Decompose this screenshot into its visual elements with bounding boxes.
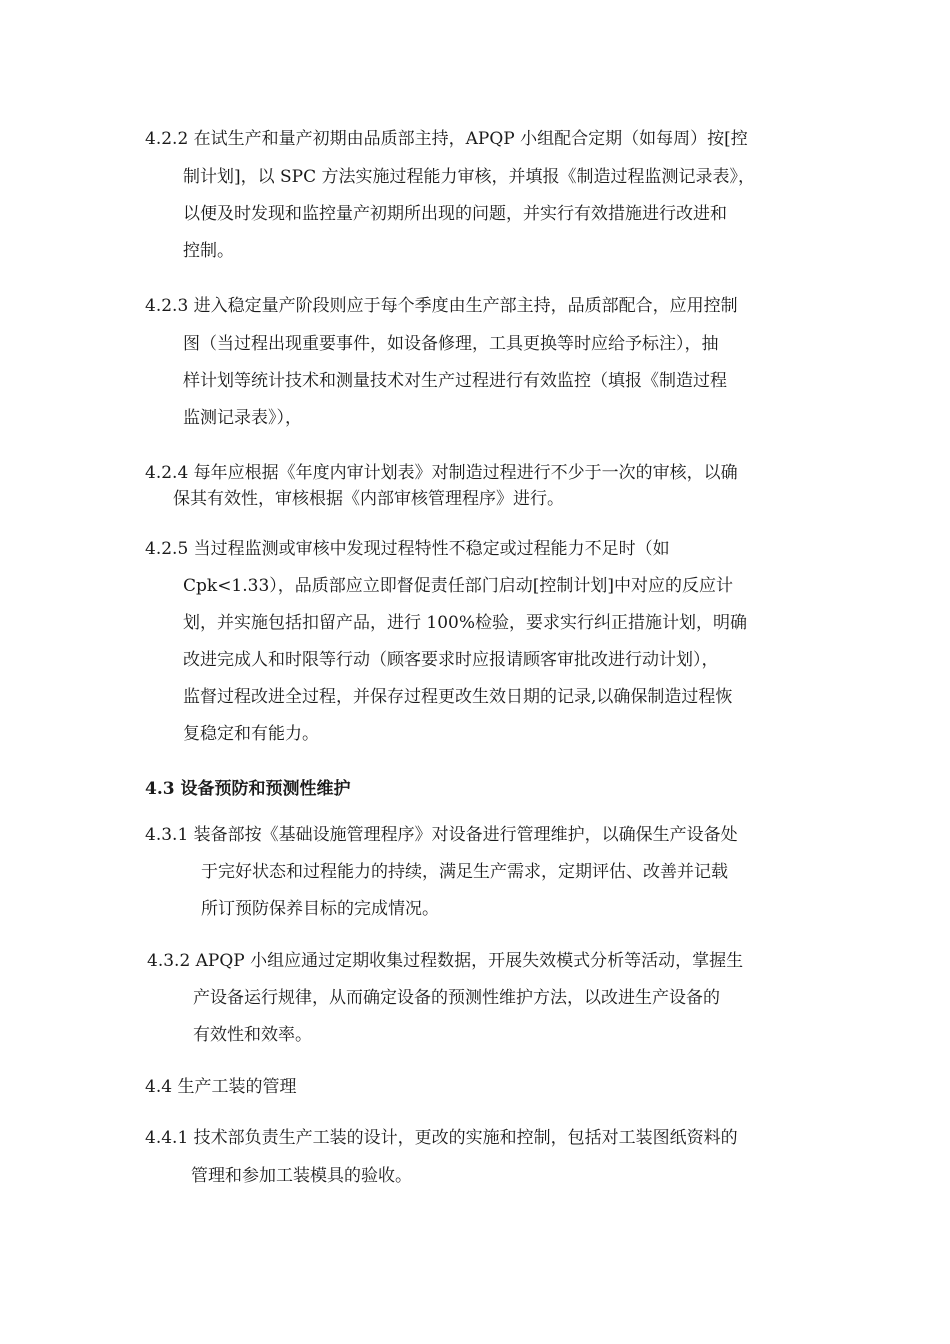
text-line: 图（当过程出现重要事件，如设备修理，工具更换等时应给予标注），抽 (183, 334, 719, 354)
section-heading-4-3: 4.3 设备预防和预测性维护 (145, 779, 351, 799)
text-line: 改进完成人和时限等行动（顾客要求时应报请顾客审批改进行动计划）， (183, 650, 719, 670)
text-line: 产设备运行规律，从而确定设备的预测性维护方法，以改进生产设备的 (193, 988, 720, 1008)
text-line: 所订预防保养目标的完成情况。 (201, 899, 439, 919)
text-line: 以便及时发现和监控量产初期所出现的问题，并实行有效措施进行改进和 (183, 204, 727, 224)
text-line: 4.2.4 每年应根据《年度内审计划表》对制造过程进行不少于一次的审核，以确 (145, 463, 738, 483)
text-line: 4.2.5 当过程监测或审核中发现过程特性不稳定或过程能力不足时（如 (145, 539, 670, 559)
text-line: 保其有效性，审核根据《内部审核管理程序》进行。 (173, 489, 564, 509)
section-heading-4-4: 4.4 生产工装的管理 (145, 1077, 297, 1097)
text-line: 控制。 (183, 241, 234, 261)
text-line: 监测记录表》）， (183, 408, 302, 428)
text-line: 4.2.2 在试生产和量产初期由品质部主持，APQP 小组配合定期（如每周）按[控 (145, 129, 748, 149)
text-line: Cpk<1.33），品质部应立即督促责任部门启动[控制计划]中对应的反应计 (183, 576, 734, 596)
text-line: 监督过程改进全过程，并保存过程更改生效日期的记录,以确保制造过程恢 (183, 687, 733, 707)
text-line: 管理和参加工装模具的验收。 (191, 1166, 412, 1186)
text-line: 4.3.1 装备部按《基础设施管理程序》对设备进行管理维护，以确保生产设备处 (145, 825, 738, 845)
text-line: 有效性和效率。 (193, 1025, 312, 1045)
text-line: 4.3.2 APQP 小组应通过定期收集过程数据，开展失效模式分析等活动，掌握生 (147, 951, 744, 971)
text-line: 样计划等统计技术和测量技术对生产过程进行有效监控（填报《制造过程 (183, 371, 727, 391)
text-line: 划，并实施包括扣留产品，进行 100%检验，要求实行纠正措施计划，明确 (183, 613, 748, 633)
text-line: 于完好状态和过程能力的持续，满足生产需求，定期评估、改善并记载 (201, 862, 728, 882)
text-line: 制计划]，以 SPC 方法实施过程能力审核，并填报《制造过程监测记录表》， (183, 167, 756, 187)
text-line: 复稳定和有能力。 (183, 724, 319, 744)
text-line: 4.4.1 技术部负责生产工装的设计，更改的实施和控制，包括对工装图纸资料的 (145, 1128, 738, 1148)
text-line: 4.2.3 进入稳定量产阶段则应于每个季度由生产部主持，品质部配合，应用控制 (145, 296, 738, 316)
